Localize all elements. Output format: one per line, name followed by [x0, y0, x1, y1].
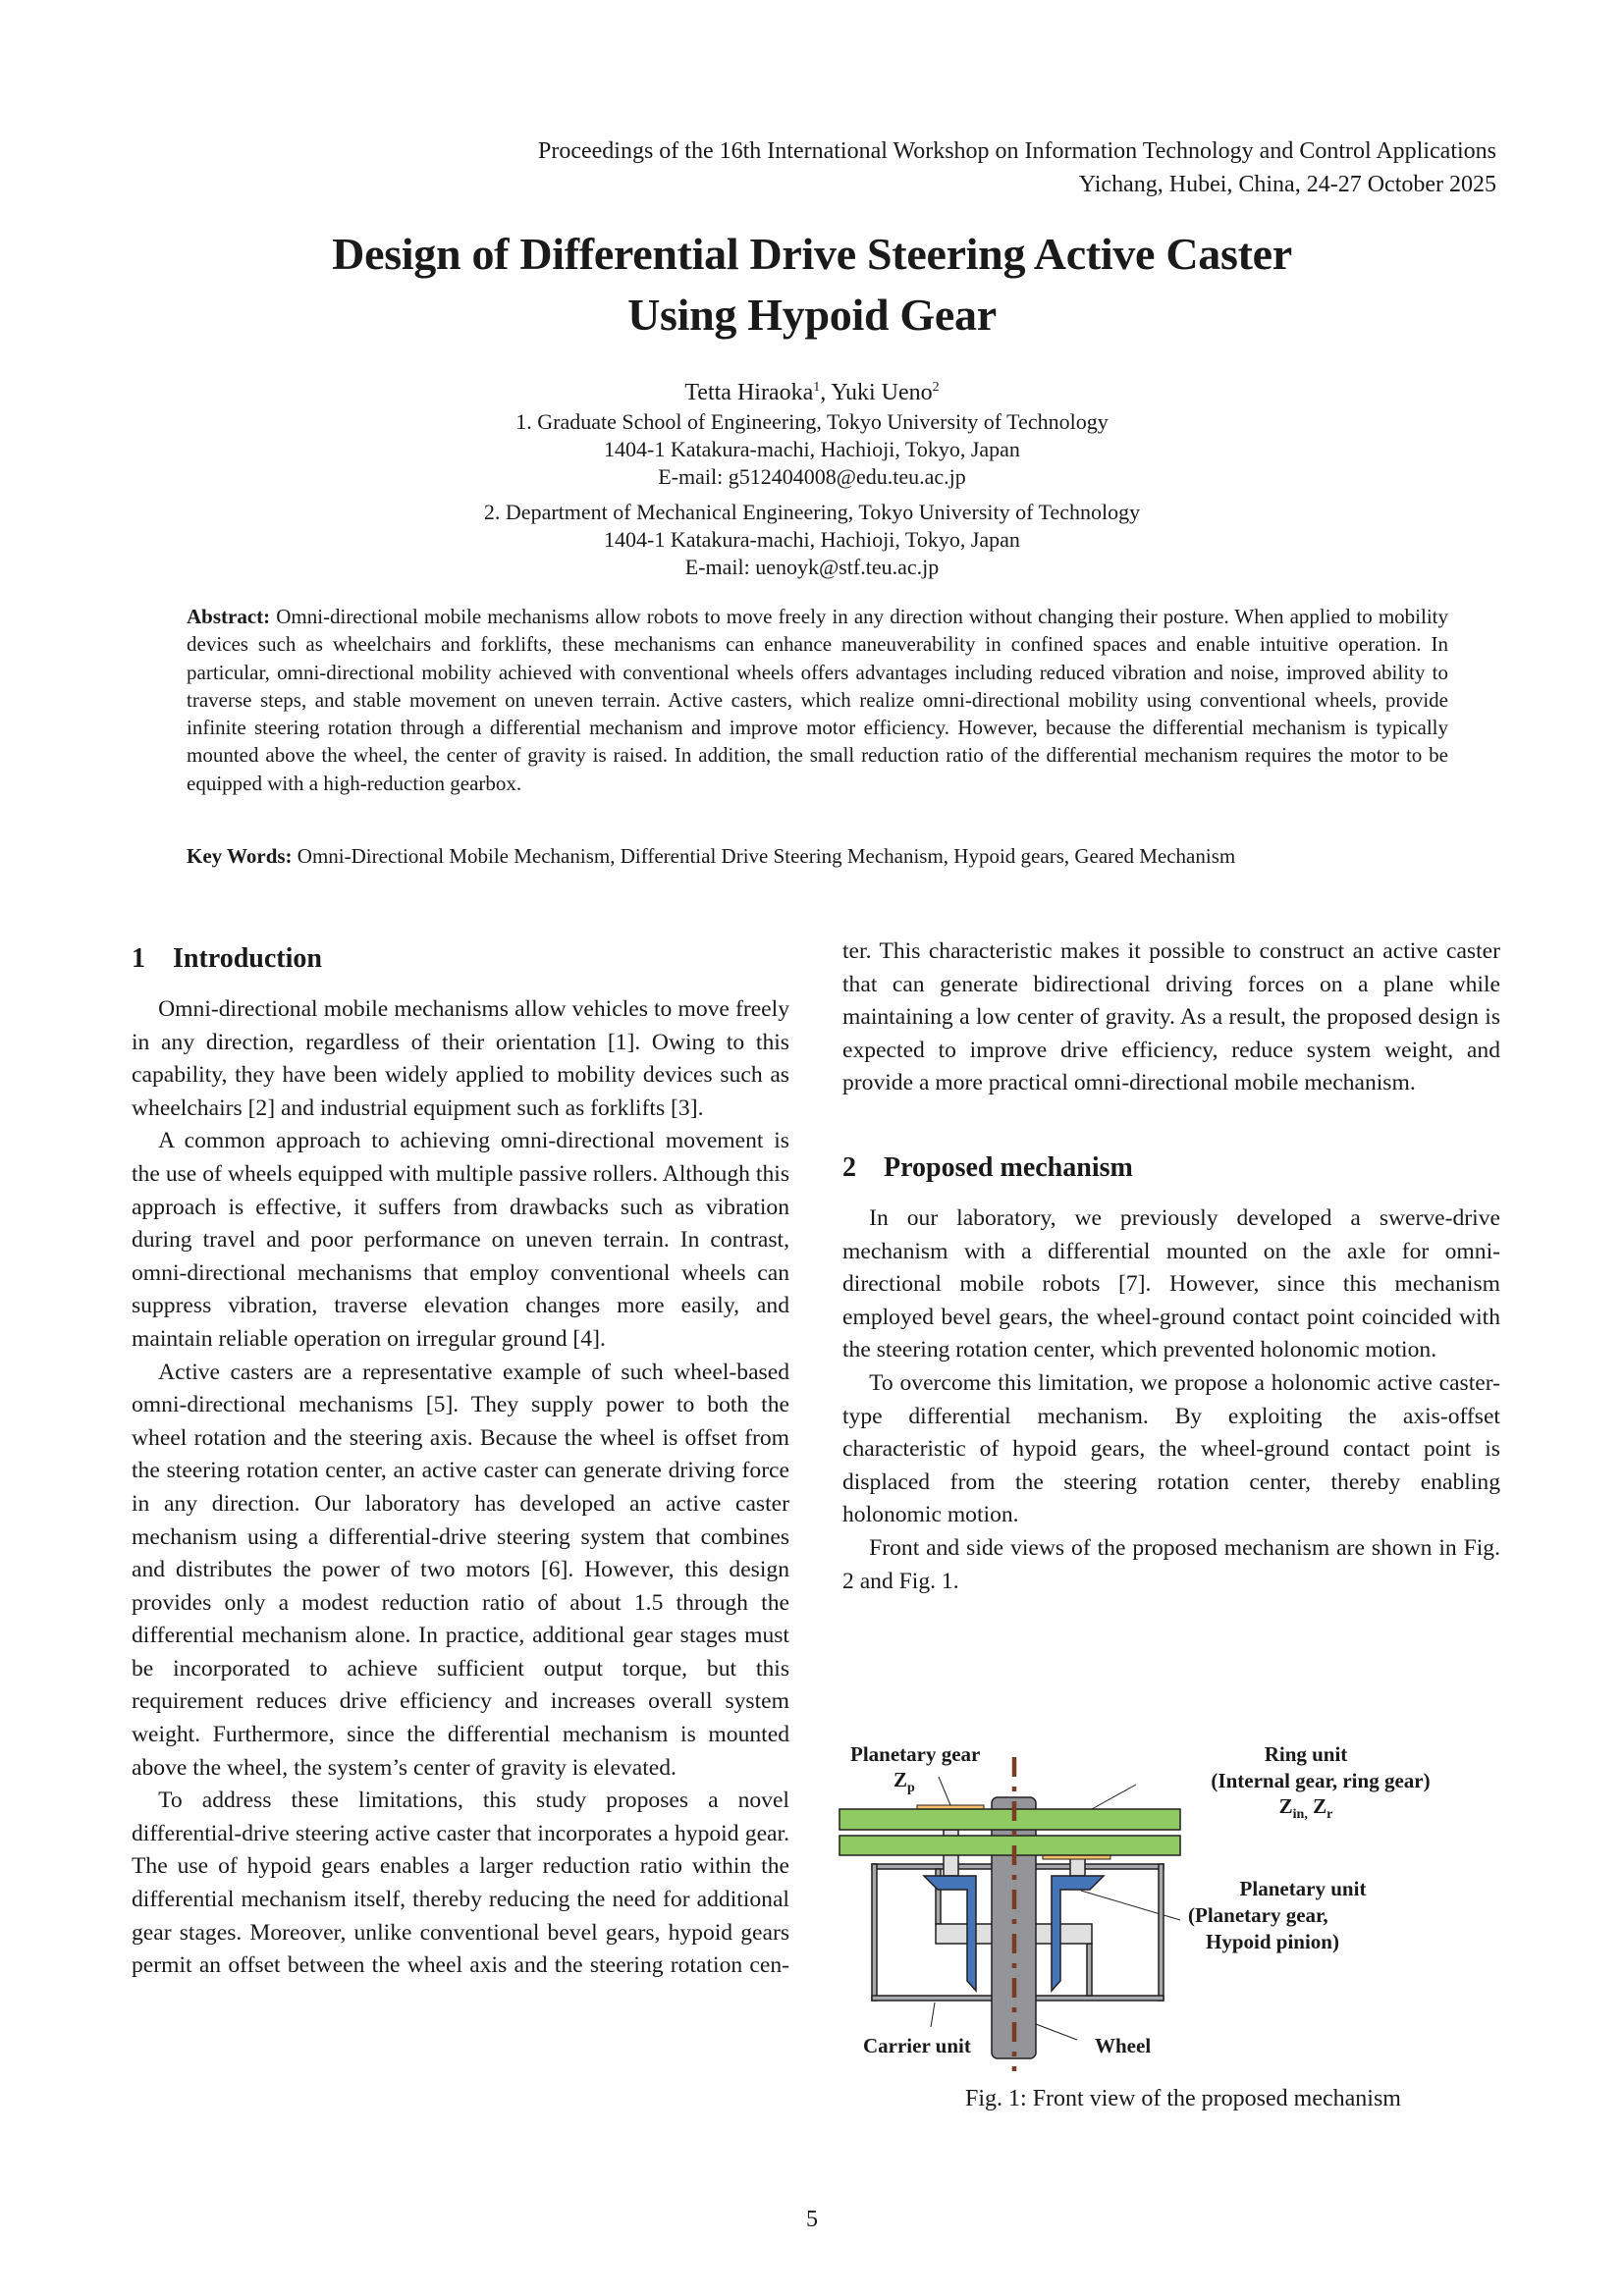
section-title: Proposed mechanism [884, 1151, 1133, 1183]
affiliation-email[interactable]: E-mail: uenoyk@stf.teu.ac.jp [684, 555, 940, 579]
affiliation-mark: 1 [813, 380, 821, 395]
paragraph: Omni-directional mobile mechanisms allow vehicles to move freely in any direction, regardless of their orientation [1]. Owing to this capability, they have been widely applied to mobility devices such as wheelchairs [2] and industrial equipment such as forklifts [3]. [132, 996, 789, 1121]
proceedings-line-2: Yichang, Hubei, China, 24-27 October 2025 [1078, 172, 1496, 197]
label-planetary-gear-symbol: $Z_p$ [893, 1768, 915, 1796]
author-name: Tetta Hiraoka [684, 380, 814, 405]
author-name: Yuki Ueno [831, 380, 933, 405]
paragraph: A common approach to achieving omni-directional movement is the use of wheels equipped with multiple passive rollers. Although this approach is effective, it suffers from drawbacks such as vibration during travel and poor performance on uneven terrain. In contrast, omni-directional mechanisms that employ conventional wheels can suppress vibration, traverse elevation changes more easily, and maintain reliable operation on irregular ground [4]. [132, 1128, 789, 1352]
affiliation-institution: 1. Graduate School of Engineering, Tokyo University of Technology [515, 409, 1109, 434]
title-line-1: Design of Differential Drive Steering Active Caster [332, 229, 1292, 279]
leader-line-ring-unit [1092, 1785, 1136, 1809]
affiliation-institution: 2. Department of Mechanical Engineering, Tokyo University of Technology [483, 500, 1141, 524]
proceedings-line-1: Proceedings of the 16th International Workshop on Information Technology and Control Applications [538, 138, 1496, 164]
keywords [187, 842, 1463, 870]
paragraph: To overcome this limitation, we propose a holonomic active caster-type differential mechanism. By exploiting the axis-offset characteristic of hypoid gears, the wheel-ground contact point is displaced from the steering rotation center, thereby enabling holonomic motion. [842, 1369, 1500, 1528]
label-ring-unit-symbols: $Z_{in,}$ $Z_r$ [1278, 1794, 1333, 1823]
label-ring-unit-description: (Internal gear, ring gear) [1211, 1769, 1431, 1792]
affiliation-1 [0, 408, 1624, 491]
label-planetary-unit-description-1: (Planetary gear, [1188, 1903, 1328, 1927]
affiliation-address: 1404-1 Katakura-machi, Hachioji, Tokyo, Japan [604, 437, 1020, 461]
paragraph: ter. This characteristic makes it possible to construct an active caster that can generate bidirectional driving forces on a plane while maintaining a low center of gravity. As a result, the proposed design is expected to improve drive efficiency, reduce system weight, and provide a more practical omni-directional mobile mechanism. [842, 938, 1500, 1096]
title-line-2: Using Hypoid Gear [627, 290, 997, 340]
author-list [0, 373, 1624, 407]
leader-line-planetary-gear [939, 1777, 950, 1805]
label-ring-unit: Ring unit [1264, 1742, 1348, 1766]
right-column [842, 935, 1500, 1598]
abstract-label: Abstract: [187, 605, 271, 628]
affiliation-2 [0, 499, 1624, 581]
page-number: 5 [806, 2207, 818, 2232]
ring-gear-lower [839, 1836, 1180, 1855]
section-heading-introduction [132, 942, 789, 976]
left-column [132, 942, 789, 1983]
section-number: 2 [842, 1151, 856, 1183]
affiliation-address: 1404-1 Katakura-machi, Hachioji, Tokyo, Japan [604, 527, 1020, 552]
figure-1 [839, 1718, 1527, 2071]
proceedings-header [538, 134, 1496, 201]
keywords-text: Omni-Directional Mobile Mechanism, Differential Drive Steering Mechanism, Hypoid gears, Geared Mechanism [297, 844, 1236, 868]
paragraph: Active casters are a representative example of such wheel-based omni-directional mechanisms [5]. They supply power to both the wheel rotation and the steering axis. Because the wheel is offset from the steering rotation center, an active caster can generate driving force in any direction. Our laboratory has developed an active caster mechanism using a differential-drive steering system that combines and distributes the power of two motors [6]. However, this design provides only a modest reduction ratio of about 1.5 through the differential mechanism alone. In practice, additional gear stages must be incorporated to achieve sufficient output torque, but this requirement reduces drive efficiency and increases overall system weight. Furthermore, since the differential mechanism is mounted above the wheel, the system’s center of gravity is elevated. [132, 1359, 789, 1781]
paragraph: Front and side views of the proposed mechanism are shown in Fig. 2 and Fig. 1. [842, 1534, 1500, 1594]
paragraph: In our laboratory, we previously developed a swerve-drive mechanism with a differential mounted on the axle for omni-directional mobile robots [7]. However, since this mechanism employed bevel gears, the wheel-ground contact point coincided with the steering rotation center, which prevented holonomic motion. [842, 1204, 1500, 1363]
label-planetary-unit-description-2: Hypoid pinion) [1206, 1930, 1339, 1953]
label-planetary-gear: Planetary gear [850, 1742, 981, 1766]
paper-title [0, 224, 1624, 346]
label-wheel: Wheel [1095, 2034, 1152, 2057]
section-heading-proposed-mechanism [842, 1151, 1500, 1185]
ring-gear-upper [839, 1809, 1180, 1830]
abstract-text: Omni-directional mobile mechanisms allow robots to move freely in any direction without changing their posture. When applied to mobility devices such as wheelchairs and forklifts, these mechanisms can enhance maneuverability in confined spaces and enable intuitive operation. In particular, omni-directional mobility achieved with conventional wheels offers advantages including reduced vibration and noise, improved ability to traverse steps, and stable movement on uneven terrain. Active casters, which realize omni-directional mobility using conventional wheels, provide infinite steering rotation through a differential mechanism and improve motor efficiency. However, because the differential mechanism is typically mounted above the wheel, the center of gravity is raised. In addition, the small reduction ratio of the differential mechanism requires the motor to be equipped with a high-reduction gearbox. [187, 605, 1449, 795]
section-number: 1 [132, 943, 145, 974]
leader-line-planetary-unit [1081, 1891, 1180, 1920]
leader-line-carrier-unit [931, 2002, 935, 2027]
affiliation-email[interactable]: E-mail: g512404008@edu.teu.ac.jp [658, 464, 966, 489]
abstract [187, 603, 1448, 797]
section-title: Introduction [173, 943, 322, 974]
label-planetary-unit: Planetary unit [1239, 1877, 1367, 1900]
figure-1-caption: Fig. 1: Front view of the proposed mechanism [965, 2086, 1401, 2111]
affiliation-mark: 2 [932, 380, 940, 395]
keywords-label: Key Words: [187, 844, 293, 868]
paragraph: To address these limitations, this study proposes a novel differential-drive steering active caster that incorporates a hypoid gear. The use of hypoid gears enables a larger reduction ratio within the differential mechanism itself, thereby reducing the need for additional gear stages. Moreover, unlike conventional bevel gears, hypoid gears permit an offset between the wheel axis and the steering rotation cen- [132, 1788, 789, 1979]
label-carrier-unit: Carrier unit [863, 2034, 971, 2057]
leader-line-wheel [1036, 2024, 1077, 2040]
author-separator: , [820, 380, 832, 405]
